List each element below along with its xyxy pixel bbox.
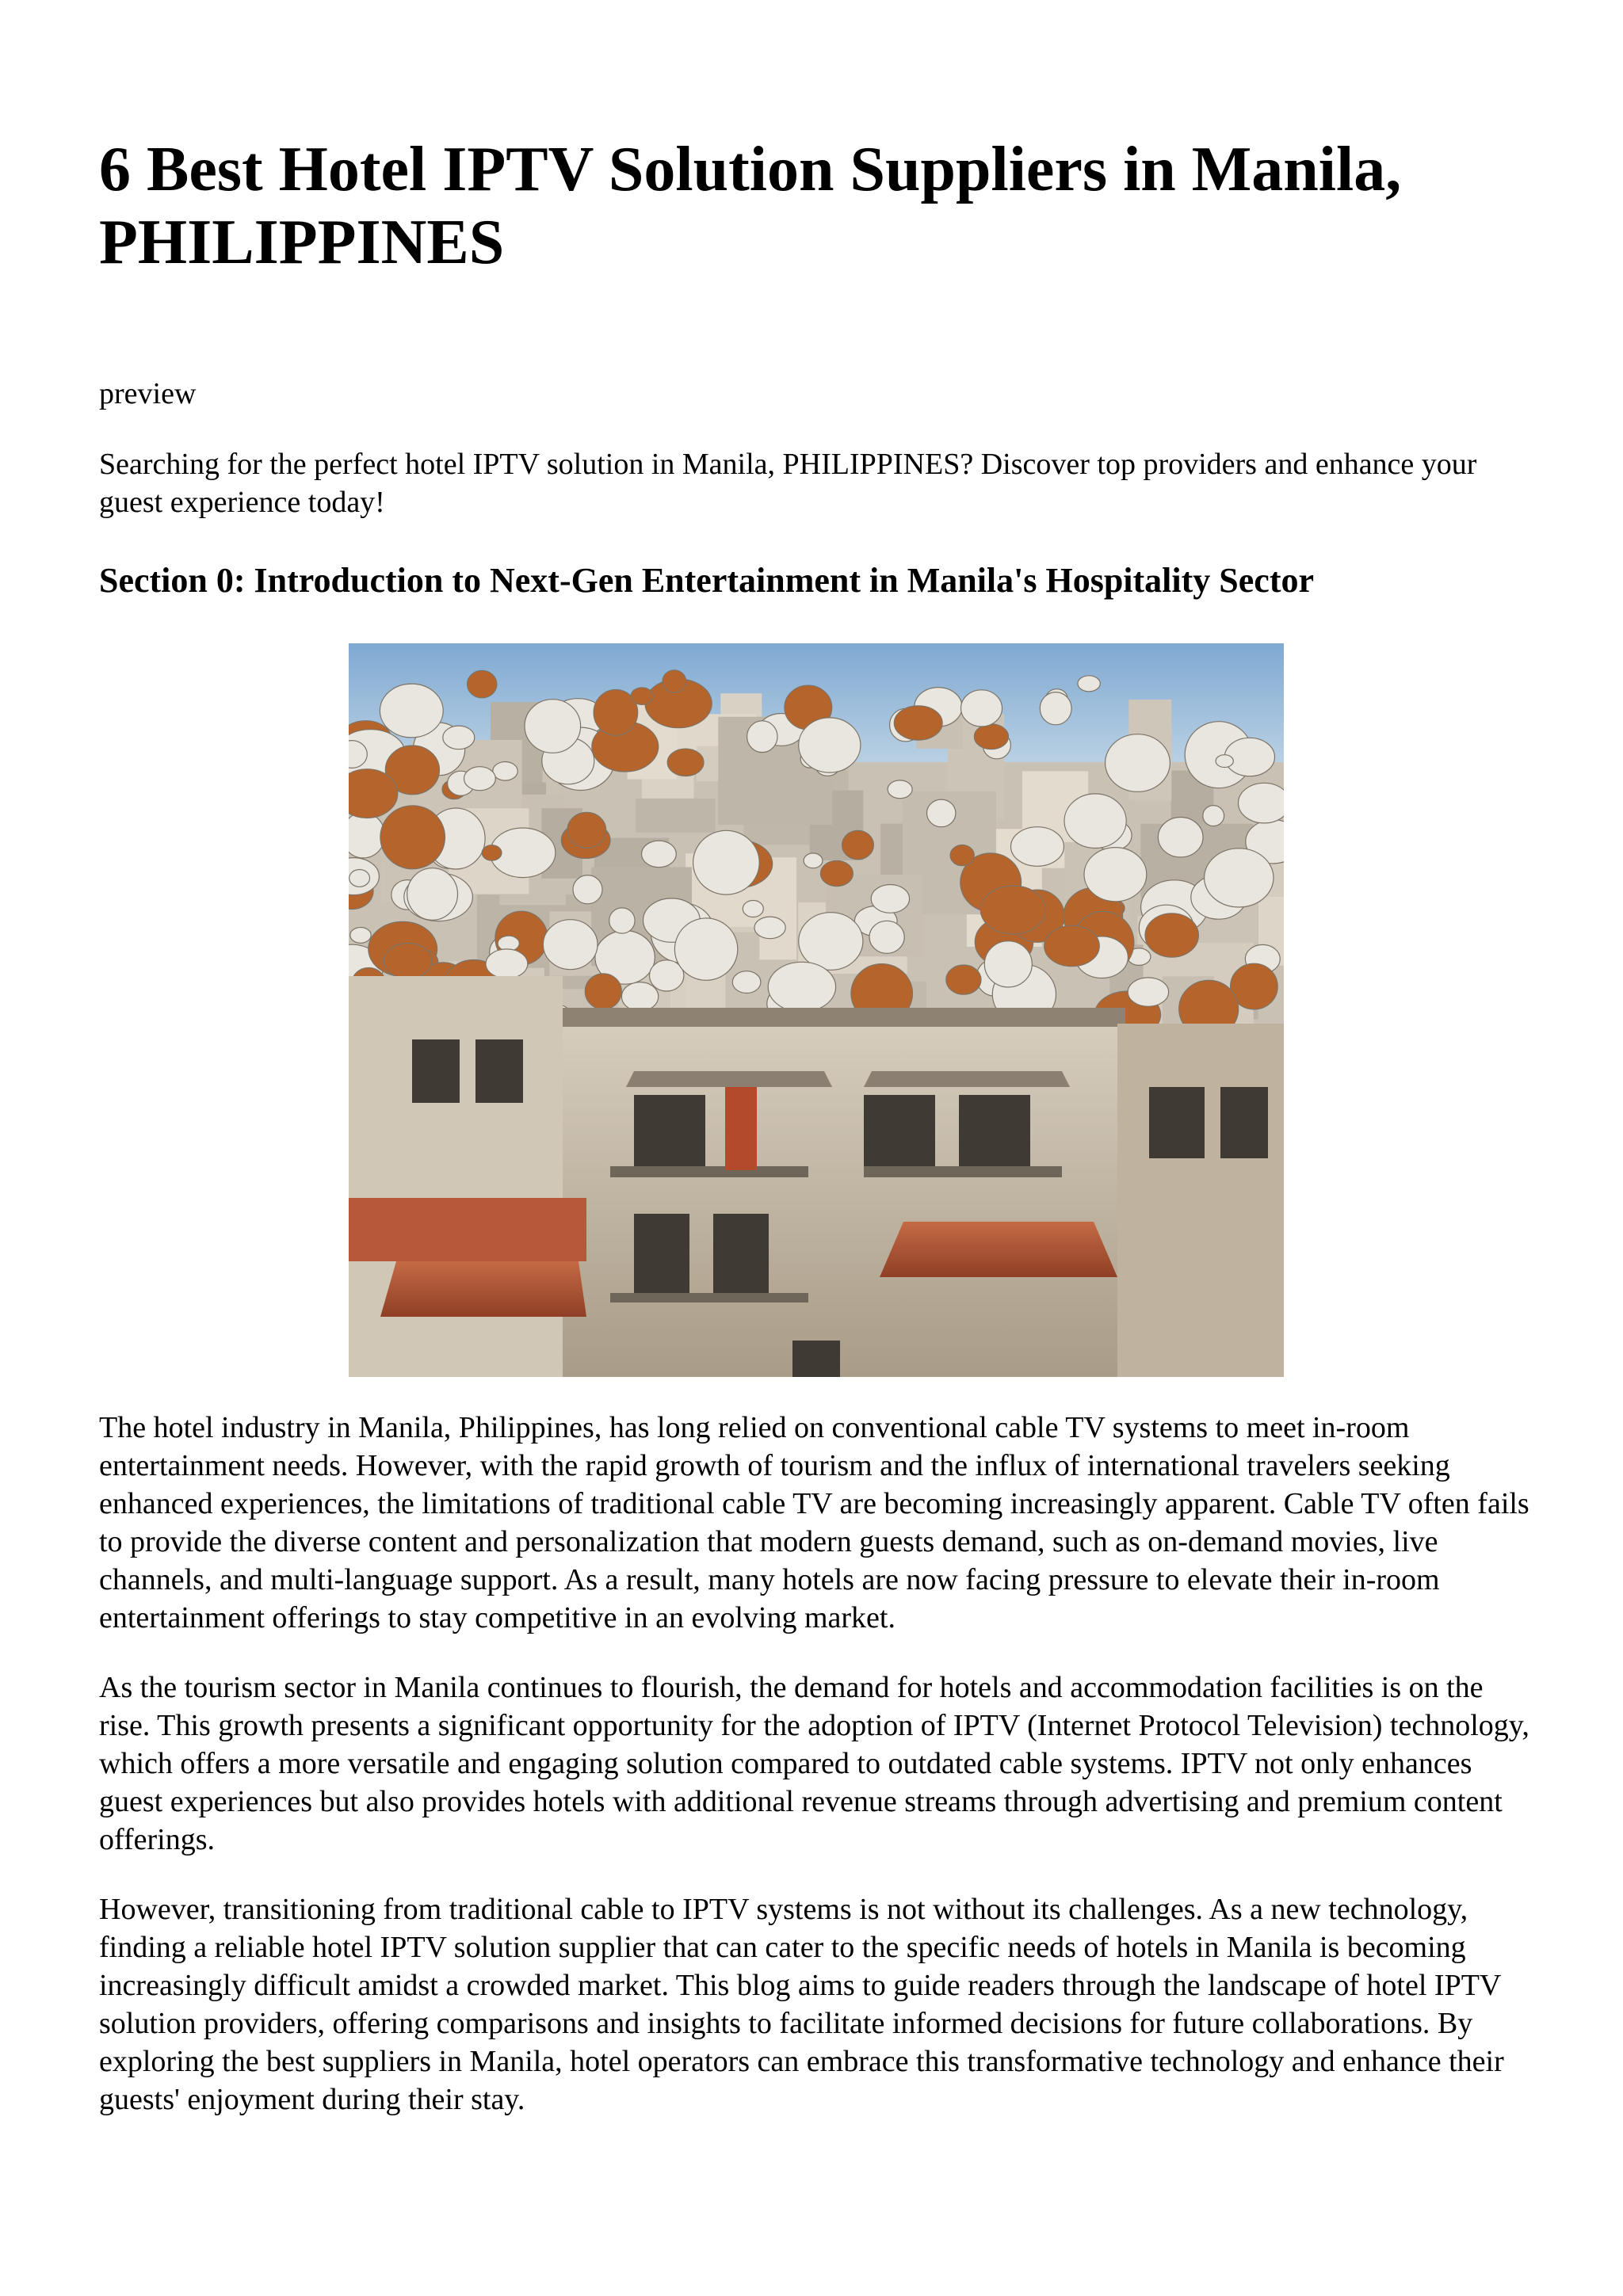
satellite-dish — [894, 706, 942, 740]
satellite-dish — [799, 718, 861, 772]
satellite-dish — [804, 853, 823, 868]
awning-bottom-left — [380, 1261, 586, 1317]
satellite-dish — [525, 700, 581, 753]
foreground-building — [555, 1008, 1125, 1377]
satellite-dish — [820, 860, 853, 886]
satellite-dish — [927, 799, 956, 827]
satellite-dish — [799, 913, 863, 971]
right-building — [1117, 1024, 1284, 1377]
satellite-dish — [482, 845, 502, 860]
satellite-dish — [1239, 783, 1285, 823]
satellite-dish — [1203, 806, 1224, 826]
satellite-dish — [1084, 848, 1147, 902]
window — [792, 1341, 840, 1377]
satellite-dish — [1064, 794, 1126, 849]
satellite-dish — [1011, 827, 1064, 867]
satellite-dish — [732, 971, 761, 994]
satellite-dish — [961, 690, 1002, 727]
window — [713, 1214, 769, 1293]
satellite-dish — [407, 868, 458, 921]
satellite-dish — [543, 920, 598, 970]
rooftop-block — [636, 799, 716, 833]
satellite-dish — [743, 901, 763, 917]
satellite-dish — [1128, 978, 1168, 1006]
satellite-dish — [380, 684, 443, 738]
satellite-dish — [1216, 755, 1233, 768]
rooftop-satellite-dishes-photo — [349, 643, 1284, 1377]
satellite-dish — [1158, 818, 1203, 857]
window — [634, 1214, 689, 1293]
left-building — [349, 976, 563, 1377]
satellite-dish — [984, 941, 1032, 987]
satellite-dish — [350, 928, 371, 944]
satellite-dish — [842, 830, 874, 859]
satellite-dish — [1145, 913, 1198, 957]
awning-lower-right — [880, 1222, 1117, 1277]
satellite-dish — [349, 813, 385, 858]
lead-paragraph: Searching for the perfect hotel IPTV solution in Manila, PHILIPPINES? Discover top providers and enhance your guest experience today! — [99, 448, 1477, 519]
satellite-dish — [349, 870, 370, 887]
satellite-dish — [631, 688, 653, 705]
photo-illustration — [349, 643, 1284, 1377]
satellite-dish — [609, 908, 635, 933]
awning-top-right — [864, 1071, 1070, 1087]
satellite-dish — [1106, 734, 1170, 792]
satellite-dish — [1040, 692, 1071, 725]
satellite-dish — [663, 670, 686, 692]
satellite-dish — [380, 806, 445, 869]
satellite-dish — [980, 886, 1045, 934]
foreground-building-shadow — [555, 1008, 1125, 1027]
satellite-dish — [621, 982, 658, 1012]
satellite-dish — [946, 965, 981, 994]
body-paragraph-1: The hotel industry in Manila, Philippines, has long relied on conventional cable TV systems to meet in-room entertainment needs. However, with the rapid growth of tourism and the influx of international travelers seeking enhanced experiences, the limitations of traditional cable TV are becoming increasingly apparent. Cable TV often fails to provide the diverse content and personalization that modern guests demand, such as on-demand movies, live channels, and multi-language support. As a result, many hotels are now facing pressure to elevate their in-room entertainment offerings to stay competitive in an evolving market. — [99, 1411, 1529, 1634]
window — [412, 1039, 460, 1103]
satellite-dish — [888, 780, 912, 799]
window — [959, 1095, 1030, 1166]
window — [475, 1039, 523, 1103]
satellite-dish — [871, 885, 909, 913]
satellite-dish — [493, 762, 517, 781]
satellite-dish — [486, 949, 528, 978]
satellite-dish — [768, 962, 835, 1012]
satellite-dish — [1078, 676, 1100, 692]
satellite-dish — [443, 726, 475, 749]
satellite-dish — [693, 830, 760, 894]
satellite-dish — [869, 921, 904, 953]
satellite-dish — [464, 767, 496, 791]
balcony-left-lower — [610, 1293, 808, 1302]
satellite-dish — [1224, 738, 1274, 776]
satellite-dish — [567, 812, 606, 848]
section-heading: Section 0: Introduction to Next-Gen Entertainment in Manila's Hospitality Sector — [99, 561, 1314, 600]
satellite-dish — [642, 841, 677, 868]
satellite-dish — [667, 749, 704, 776]
balcony-right — [864, 1166, 1062, 1177]
window — [864, 1095, 935, 1166]
satellite-dish — [974, 724, 1008, 749]
window — [1220, 1087, 1268, 1158]
satellite-dish — [674, 918, 737, 980]
awning-top — [626, 1071, 832, 1087]
satellite-dish — [754, 917, 785, 939]
satellite-dish — [1044, 925, 1100, 966]
satellite-dish — [747, 721, 777, 753]
satellite-dish — [950, 845, 974, 866]
satellite-dish — [573, 875, 602, 904]
page-title: 6 Best Hotel IPTV Solution Suppliers in Manila, PHILIPPINES — [99, 135, 1402, 277]
preview-label: preview — [99, 377, 197, 410]
satellite-dish — [1205, 849, 1274, 907]
body-paragraph-3: However, transitioning from traditional cable to IPTV systems is not without its challenges. As a new technology, finding a reliable hotel IPTV solution supplier that can cater to the specific needs of hotels in Manila is becoming increasingly difficult amidst a crowded market. This blog aims to guide readers through the landscape of hotel IPTV solution providers, offering comparisons and insights to facilitate informed decisions for future collaborations. By exploring the best suppliers in Manila, hotel operators can embrace this transformative technology and enhance their guests' enjoyment during their stay. — [99, 1893, 1504, 2116]
window — [634, 1095, 705, 1166]
satellite-dish — [585, 974, 621, 1009]
balcony-left — [610, 1166, 808, 1177]
body-paragraph-2: As the tourism sector in Manila continues to flourish, the demand for hotels and accommodation facilities is on the rise. This growth presents a significant opportunity for the adoption of IPTV (Internet Protocol Television) technology, which offers a more versatile and engaging solution compared to outdated cable systems. IPTV not only enhances guest experiences but also provides hotels with additional revenue streams through advertising and premium content offerings. — [99, 1671, 1529, 1856]
satellite-dish — [468, 670, 497, 697]
red-curtain — [725, 1087, 757, 1170]
satellite-dish — [384, 944, 432, 979]
window — [1149, 1087, 1205, 1158]
red-tile-roof — [349, 1198, 586, 1261]
